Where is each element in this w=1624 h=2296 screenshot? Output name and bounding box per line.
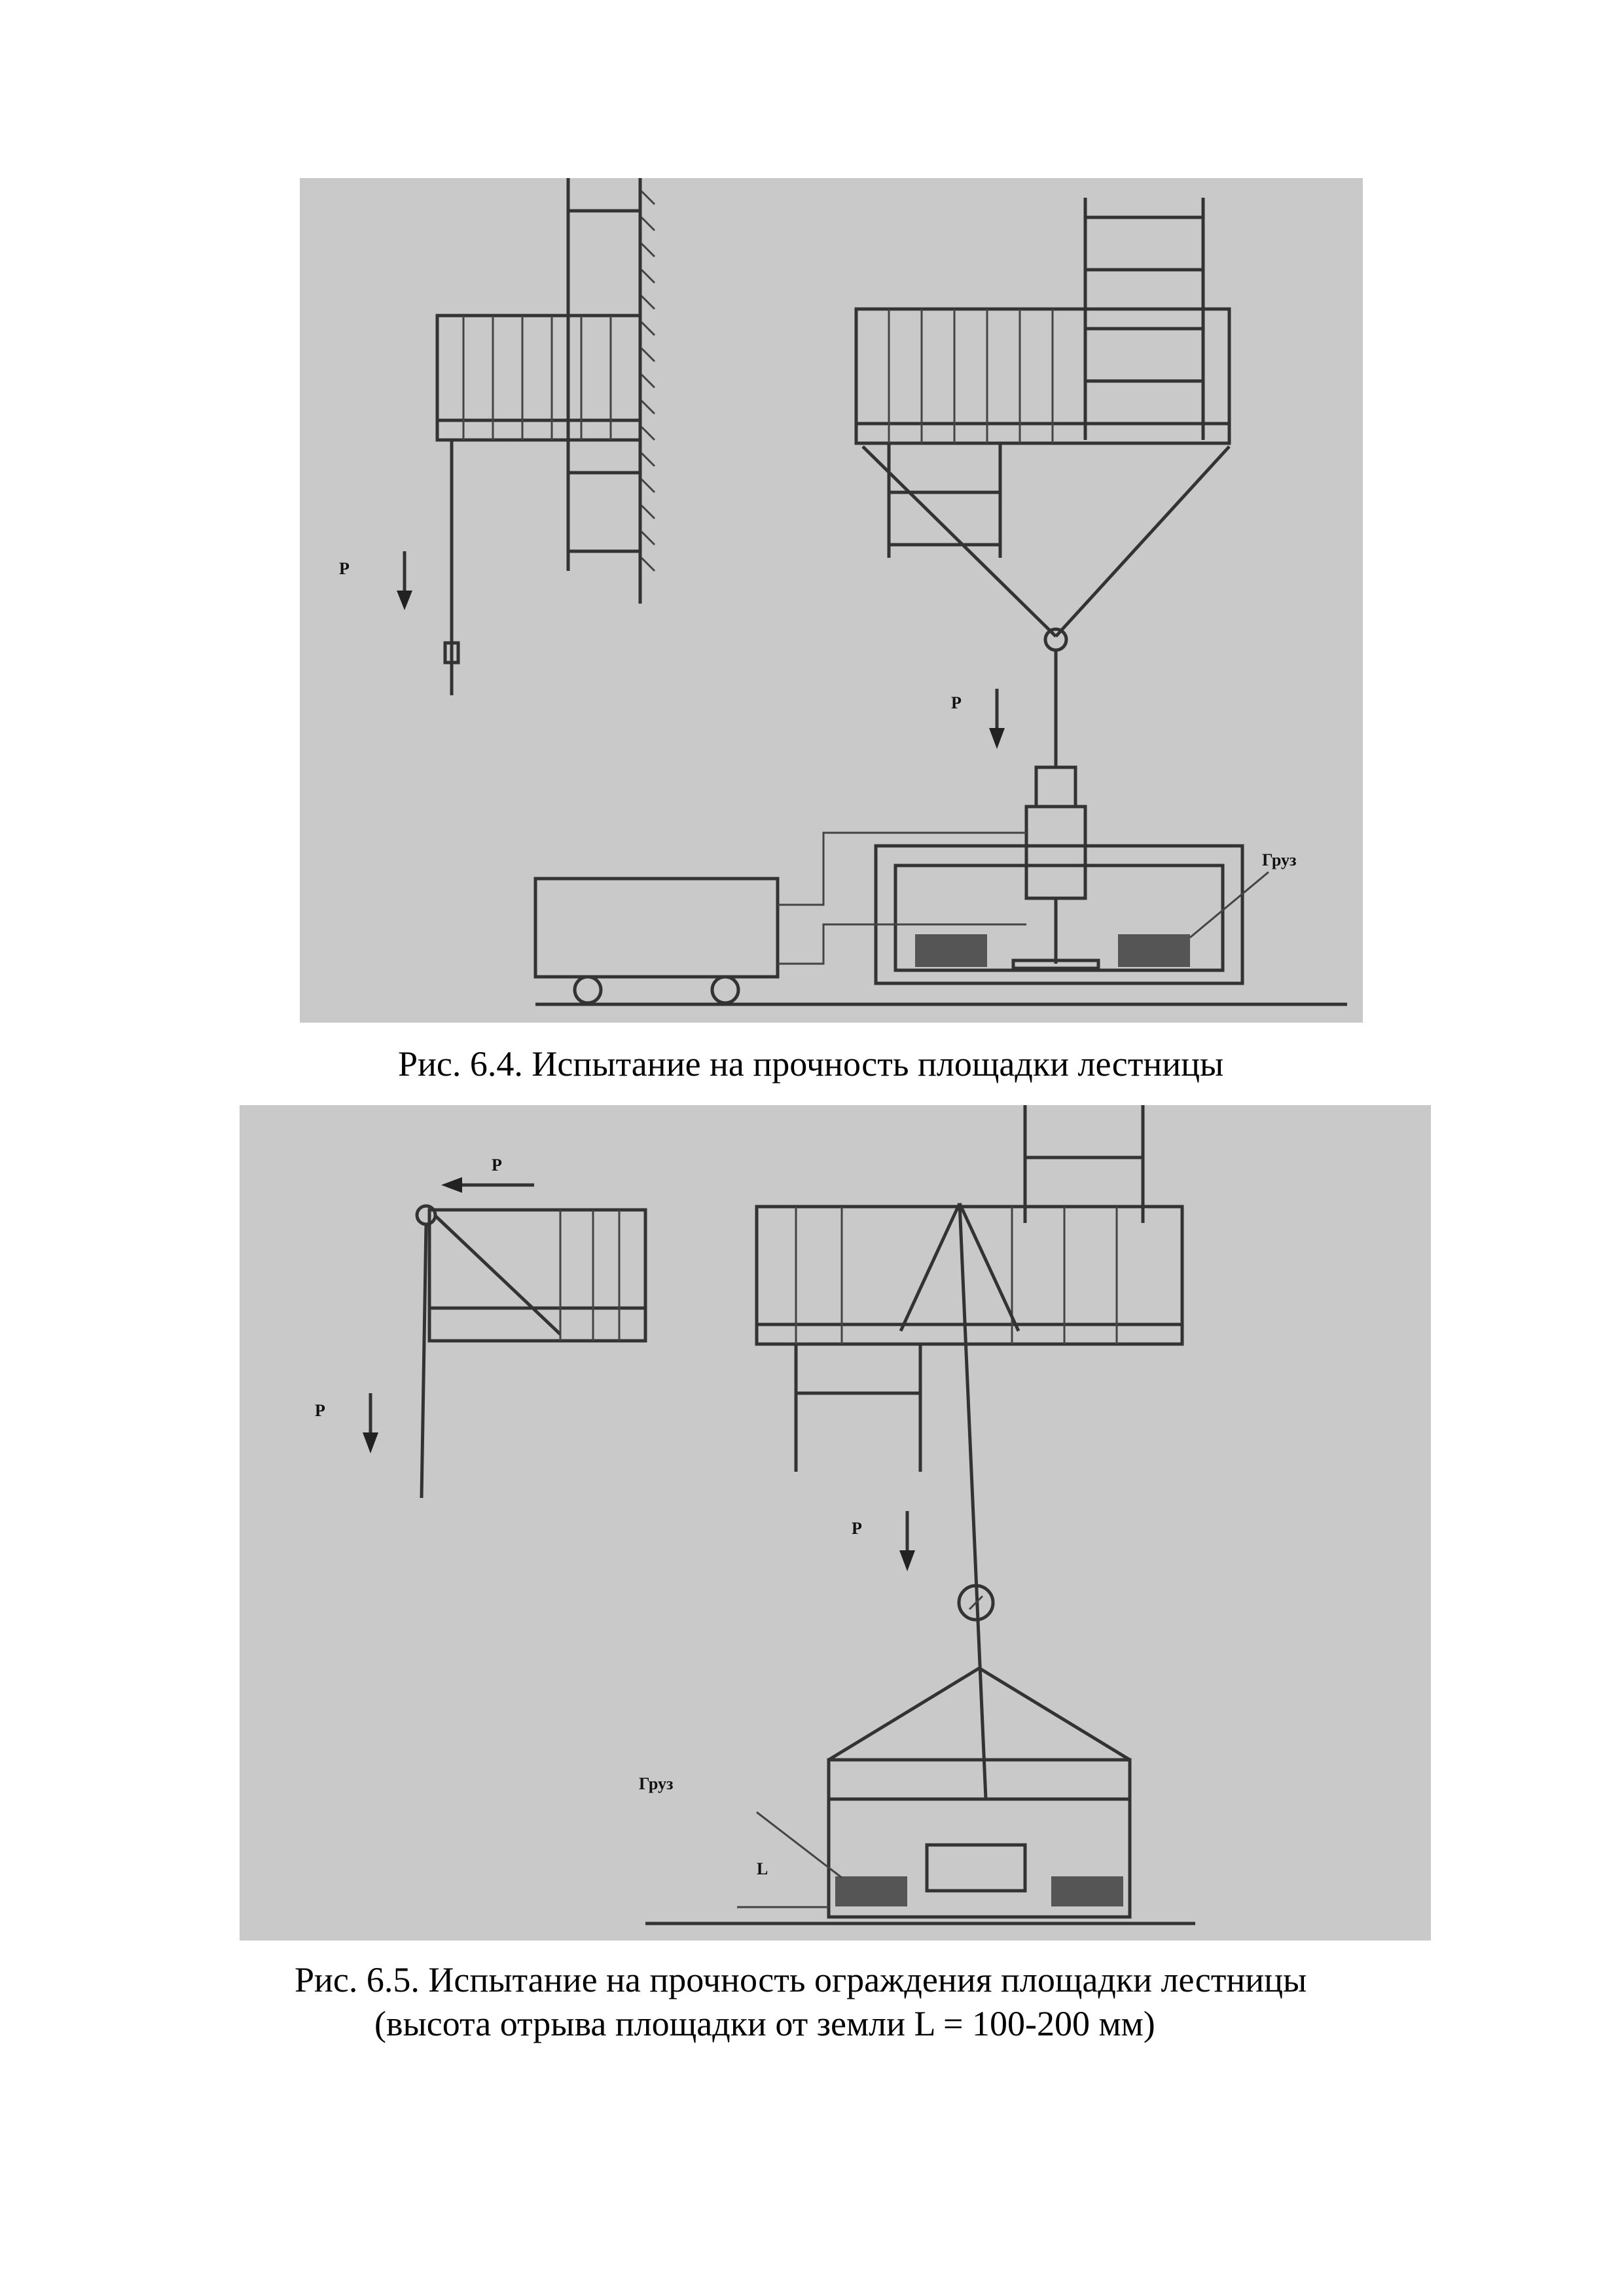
caption-6-4: Рис. 6.4. Испытание на прочность площадки лестницы — [398, 1044, 1224, 1084]
right-force-arrow — [989, 689, 1005, 749]
cargo-label: Груз — [1262, 850, 1297, 869]
left-railing — [417, 1206, 645, 1498]
pump-cart — [535, 833, 1026, 1003]
p-label-horizontal: P — [492, 1156, 502, 1175]
left-platform — [437, 316, 640, 695]
cargo-label-2: Груз — [639, 1774, 674, 1793]
hydraulic-jack — [1013, 767, 1098, 968]
cable-with-dynamometer — [959, 1203, 993, 1799]
caption-6-5-line2: (высота отрыва площадки от земли L = 100-200 мм) — [374, 2004, 1155, 2043]
center-force-arrow — [899, 1511, 915, 1571]
height-label: L — [757, 1859, 768, 1878]
horizontal-force-arrow — [441, 1177, 534, 1193]
winch-frame — [829, 1668, 1130, 1917]
right-platform — [856, 309, 1229, 558]
p-label-center: P — [852, 1519, 862, 1538]
wall — [640, 178, 655, 604]
caption-6-5-line1: Рис. 6.5. Испытание на прочность ограждения площадки лестницы — [295, 1960, 1307, 1999]
test-frame — [876, 846, 1242, 983]
figure-6-5-drawing — [240, 1105, 1431, 1941]
right-ladder — [1085, 198, 1203, 440]
left-force-arrow — [397, 551, 412, 610]
p-label-right: P — [951, 693, 962, 712]
p-label-left: P — [339, 559, 350, 578]
left-force-arrow-2 — [363, 1393, 378, 1453]
figure-6-5 — [240, 1105, 1431, 1941]
sling — [863, 446, 1229, 767]
p-label-left-2: P — [315, 1401, 325, 1420]
cargo-leader — [1190, 872, 1269, 938]
figure-6-4 — [300, 178, 1363, 1023]
left-ladder — [568, 178, 640, 571]
figure-6-4-drawing — [300, 178, 1363, 1023]
